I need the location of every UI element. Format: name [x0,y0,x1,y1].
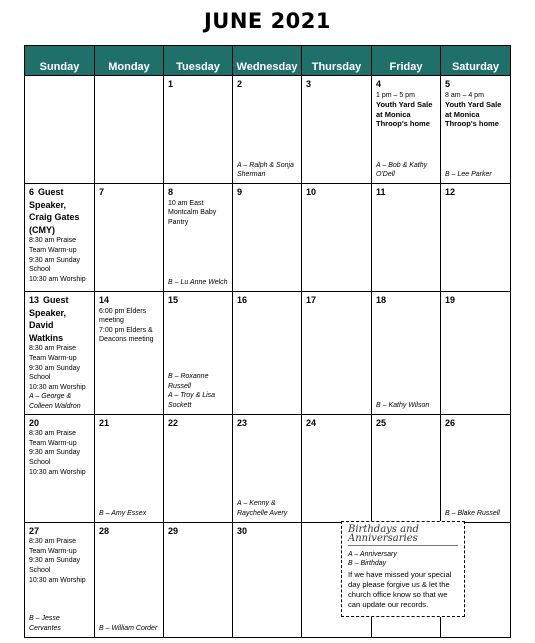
day-header [99,525,159,538]
celebration-note: A – Kenny & Raychelle Avery [237,500,288,517]
event-line: 1 pm – 5 pm [376,91,415,99]
day-number: 16 [237,295,248,305]
event-line: 8:30 am Praise Team Warm-up [29,237,77,254]
day-number: 17 [306,295,317,305]
day-header [376,78,436,91]
day-heading: Guest Speaker, David Watkins [29,295,69,343]
day-number: 10 [306,187,317,197]
legend-box [341,521,465,617]
day-header [29,294,90,344]
day-cell [372,414,441,522]
day-cell [441,184,511,292]
day-cell [95,414,164,522]
day-cell [164,76,233,184]
event-line: 6:00 pm Elders meeting [99,307,147,325]
day-cell [25,292,95,415]
celebration-note: B – Blake Russell [445,509,500,517]
day-number: 15 [168,295,179,305]
day-number: 24 [306,417,317,428]
event-line: 8:30 am Praise Team Warm-up [29,345,77,362]
event-line: 10 am East Montcalm Baby Pantry [168,199,217,226]
event-line: 10:30 am Worship [29,468,86,476]
week-row [25,414,511,522]
day-number: 3 [306,79,312,89]
day-cell [164,292,233,415]
weekday-thursday: Thursday [302,46,372,76]
day-header [99,186,159,199]
day-number: 13 [29,295,40,305]
day-header [237,525,297,538]
celebration-note: B – William Corder [99,624,158,632]
day-number: 1 [168,79,174,89]
day-number: 29 [168,525,179,536]
event-line: 10:30 am Worship [29,275,86,283]
day-header [376,294,436,307]
day-header [306,186,367,199]
day-header [99,417,159,430]
day-number: 20 [29,417,40,428]
day-cell [233,184,302,292]
event-line: 9:30 am Sunday School [29,256,80,274]
day-number: 12 [445,187,456,197]
day-header [237,186,297,199]
day-cell [25,76,95,184]
day-cell [25,522,95,637]
day-header [237,78,297,91]
day-number: 30 [237,525,248,536]
day-heading: Guest Speaker, Craig Gates (CMY) [29,187,80,235]
event-title: Youth Yard Sale at Monica Throop's home [376,100,433,129]
celebration-line: A – George & Colleen Waldron [29,393,81,410]
weekday-header-row [25,46,511,76]
event-line: 9:30 am Sunday School [29,364,80,382]
day-header [306,294,367,307]
legend-birthday: B – Birthday [348,560,387,567]
day-number: 22 [168,417,179,428]
day-cell [164,184,233,292]
day-header [376,186,436,199]
day-header [168,294,228,307]
day-number: 7 [99,187,105,197]
weekday-friday: Friday [372,46,441,76]
day-header [99,294,159,307]
day-cell [25,414,95,522]
day-cell [441,414,511,522]
day-cell [372,292,441,415]
day-cell [372,184,441,292]
day-number: 19 [445,295,456,305]
day-number: 14 [99,295,110,305]
day-cell [441,76,511,184]
celebration-note: B – Kathy Wilson [376,401,430,409]
legend-anniversary: A – Anniversary [348,551,397,558]
day-cell [25,184,95,292]
day-header [306,78,367,91]
week-row [25,184,511,292]
day-header [29,186,90,236]
day-header [168,186,228,199]
calendar-title: JUNE 2021 [203,9,332,33]
day-cell [95,522,164,637]
day-number: 27 [29,525,40,536]
day-cell [302,76,372,184]
week-row [25,76,511,184]
day-header [445,294,506,307]
day-cell [95,184,164,292]
week-row [25,292,511,415]
celebration-note: B – Roxanne Russell A – Troy & Lisa Sockett [168,373,216,409]
day-cell [302,184,372,292]
day-cell [233,522,302,637]
day-header [445,417,506,430]
day-number: 25 [376,417,387,428]
day-cell [372,76,441,184]
day-cell [302,414,372,522]
day-number: 28 [99,525,110,536]
legend-title: Birthdays and Anniversaries [348,525,458,546]
day-number: 8 [168,187,174,197]
legend-note: If we have missed your special day please forgive us & let the church office know so that we can update our records. [348,570,452,609]
day-number: 26 [445,417,456,428]
day-cell [233,76,302,184]
day-number: 9 [237,187,243,197]
event-title: Youth Yard Sale at Monica Throop's home [445,100,502,129]
celebration-note: B – Lu Anne Welch [168,279,228,287]
day-header [29,525,90,538]
day-header [445,186,506,199]
day-cell [164,414,233,522]
day-header [168,78,228,91]
day-number: 11 [376,187,386,197]
day-number: 23 [237,417,248,428]
celebration-note: B – Jesse Cervantes [29,615,61,632]
celebration-note: B – Amy Essex [99,509,147,517]
day-header [237,417,297,430]
day-header [306,417,367,430]
weekday-saturday: Saturday [441,46,511,76]
day-cell [164,522,233,637]
day-cell [95,292,164,415]
day-number: 6 [29,187,35,197]
day-header [29,417,90,430]
event-line: 7:00 pm Elders & Deacons meeting [99,326,154,344]
event-line: 9:30 am Sunday School [29,449,80,466]
event-line: 10:30 am Worship [29,576,86,584]
weekday-sunday: Sunday [25,46,95,76]
day-number: 18 [376,295,387,305]
weekday-monday: Monday [95,46,164,76]
day-cell [441,292,511,415]
day-number: 2 [237,79,243,89]
event-line: 10:30 am Worship [29,383,86,391]
weekday-tuesday: Tuesday [164,46,233,76]
day-header [168,417,228,430]
event-line: 8:30 am Praise Team Warm-up [29,430,77,447]
weekday-wednesday: Wednesday [233,46,302,76]
day-number: 4 [376,79,382,89]
day-header [445,78,506,91]
day-cell [233,292,302,415]
day-header [376,417,436,430]
day-number: 21 [99,417,110,428]
event-line: 9:30 am Sunday School [29,557,80,574]
event-line: 8 am – 4 pm [445,91,484,99]
day-header [168,525,228,538]
celebration-note: A – Ralph & Sonja Sherman [237,161,294,179]
celebration-note: A – Bob & Kathy O'Dell [376,161,428,179]
day-cell [95,76,164,184]
day-number: 5 [445,79,451,89]
celebration-note: B – Lee Parker [445,171,492,179]
day-cell [233,414,302,522]
event-line: 8:30 am Praise Team Warm-up [29,538,77,555]
day-cell [302,292,372,415]
day-header [237,294,297,307]
